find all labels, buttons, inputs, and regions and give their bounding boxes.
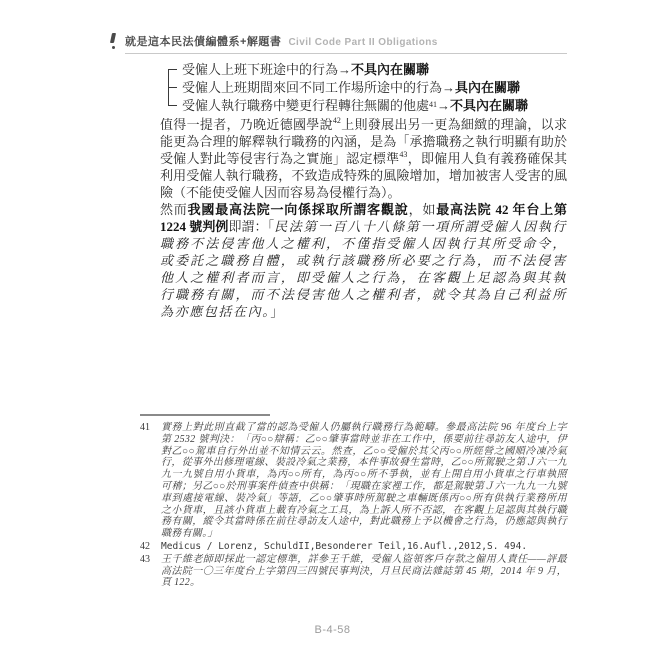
footnote-41 (140, 422, 567, 540)
body-text: 上則發展出另一更為細緻的理論，以求能更為合理的解釋執行職務的內涵，是為「承擔職務之執行明顯有助於受僱人對此等侵害行為之實施」認定標準 (160, 117, 567, 166)
bracket-item-text: 受僱人執行職務中變更行程轉往無關的他處 (182, 97, 430, 113)
precedent-quote: 民法第一百八十八條第一項所謂受僱人因執行職務不法侵害他人之權利，不僅指受僱人因執行其所受命令，或委託之職務自體，或執行該職務所必要之行為，而不法侵害他人之權利者而言，即受僱人之行為，在客觀上足認為與其執行職務有關，而不法侵害他人之權利者，就令其為自己利益所為亦應包括在內。 (160, 219, 567, 319)
footnote-42 (140, 541, 567, 553)
body-text: 即謂：「 (228, 219, 275, 234)
arrow-glyph: → (437, 97, 451, 113)
footnote-number: 41 (140, 422, 150, 433)
body-text: ，即僱用人負有義務確保其利用受僱人執行職務，不致造成特殊的風險增加，增加被害人受害的風險（不能使受僱人因而容易為侵權行為）。 (160, 151, 567, 200)
bracket-diagram (168, 60, 567, 114)
book-subtitle-english: Civil Code Part II Obligations (288, 37, 438, 48)
footnote-ref-42: 42 (332, 116, 341, 125)
header-divider (125, 53, 567, 54)
body-text: 然而 (160, 202, 188, 217)
arrow-glyph: → (338, 61, 352, 77)
book-title: 就是這本民法債編體系+解題書 (125, 36, 282, 48)
arrow-glyph: → (442, 79, 456, 95)
footnote-number: 43 (140, 553, 150, 565)
footnote-divider (140, 414, 270, 416)
bracket-tick (168, 87, 177, 88)
footnote-number: 42 (140, 540, 150, 552)
footnote-ref-43: 43 (399, 150, 408, 159)
quote-close-bracket: 」 (270, 304, 284, 319)
bracket-tick (168, 69, 177, 70)
footnote-text: 實務上對此則直截了當的認為受僱人仍屬執行職務行為範疇。參最高法院 96 年度台上字第 2532 號判決：「丙○○辯稱：乙○○肇事當時並非在工作中，係要前往尋訪友人途中，伊對乙○○駕車自行外出並不知情云云。然查，乙○○受僱於其父丙○○所經營之國順冷凍冷氣行，從事外出修理電線、裝設冷氣之業務，本件事故發生當時，乙○○所駕駛之第Ｊ六一九九一九號自用小貨車，為丙○○所有，為丙○○所不爭執，並有上開自用小貨車之行車執照可稽；另乙○○於刑事案件偵查中供稱：「現職在家裡工作，都是駕駛第Ｊ六一九九一九號車到處接電線、裝冷氣」等語，乙○○肇事時所駕駛之車輛既係丙○○所有供執行業務所用之小貨車，且該小貨車上載有冷氣之工具，為上訴人所不否認，在客觀上足認與其執行職務有關，縱令其當時係在前往尋訪友人途中，對此職務上予以機會之行為，仍應認與執行職務有關。」 (161, 422, 567, 540)
footnote-text: Medicus / Lorenz, SchuldII,Besonderer Teil,16.Aufl.,2012,S. 494. (161, 540, 528, 552)
footnote-43 (140, 554, 567, 589)
bracket-item-result: 具內在關聯 (455, 79, 521, 95)
emphasis-objective-theory: 我國最高法院一向係採取所謂客觀說 (187, 202, 409, 217)
brush-exclamation-icon (108, 33, 118, 49)
page-header (108, 33, 567, 54)
footnote-section (140, 414, 567, 590)
body-text: ，如 (408, 202, 437, 217)
bracket-item-text: 受僱人上班下班途中的行為 (182, 61, 339, 77)
bracket-item-commute (168, 60, 567, 78)
bracket-item-detour: 受僱人執行職務中變更行程轉往無關的他處 41 → 不具內在關聯 (168, 96, 567, 114)
paragraph-supreme-court (160, 201, 567, 320)
bracket-tick (168, 105, 177, 106)
main-content (160, 60, 567, 320)
paragraph-german-doctrine (160, 116, 567, 201)
bracket-item-result: 不具內在關聯 (450, 97, 529, 113)
bracket-item-between-workplaces (168, 78, 567, 96)
body-text: 值得一提者，乃晚近德國學說 (160, 117, 333, 132)
footnote-text: 王千維老師即採此一認定標準，詳參王千維，受僱人盜領客戶存款之僱用人責任——評最高法院一〇三年度台上字第四三四號民事判決，月旦民商法雜誌第 45 期，2014 年 9 月，頁 122。 (161, 553, 567, 589)
bracket-line (168, 69, 169, 105)
bracket-item-text: 受僱人上班期間來回不同工作場所途中的行為 (182, 79, 443, 95)
emphasis-precedent-number: 最高法院 42 年台上第 1224 號判例 (160, 202, 567, 234)
page-number: B-4-58 (314, 624, 351, 636)
bracket-item-result: 不具內在關聯 (351, 61, 430, 77)
